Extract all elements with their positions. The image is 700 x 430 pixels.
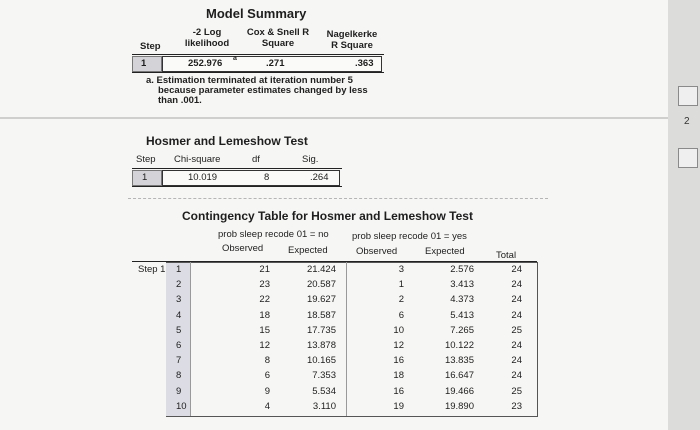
- ct-yes-observed: 16: [393, 355, 404, 366]
- side-checkbox-bottom[interactable]: [678, 148, 698, 168]
- ms-col-coxsnell-line2: Square: [261, 38, 295, 49]
- hosmer-title: Hosmer and Lemeshow Test: [146, 134, 308, 148]
- ct-yes-expected: 3.413: [450, 279, 474, 290]
- ct-total: 24: [511, 279, 522, 290]
- ct-no-expected: 20.587: [306, 279, 336, 290]
- ct-row-number: 5: [176, 325, 182, 336]
- ct-row-number: 7: [176, 355, 182, 366]
- ct-yes-observed: 1: [398, 279, 404, 290]
- table-row: [0, 368, 668, 385]
- hl-col-step: Step: [136, 154, 156, 165]
- ct-total: 24: [511, 264, 522, 275]
- ct-no-observed: 9: [264, 386, 270, 397]
- hl-bottom-rule: [132, 186, 342, 187]
- ct-no-observed: 4: [264, 401, 270, 412]
- ct-yes-observed: 3: [398, 264, 404, 275]
- ct-no-expected: 13.878: [306, 340, 336, 351]
- ms-bottom-rule: [132, 72, 384, 73]
- hl-row-step: 1: [142, 172, 148, 183]
- ct-total: 24: [511, 340, 522, 351]
- ct-yes-expected-header: Expected: [425, 246, 465, 257]
- table-row: [0, 292, 668, 309]
- ct-yes-observed: 19: [393, 401, 404, 412]
- ct-no-expected: 5.534: [312, 386, 336, 397]
- ct-yes-expected: 2.576: [450, 264, 474, 275]
- ct-total: 25: [511, 325, 522, 336]
- ct-no-observed: 21: [259, 264, 270, 275]
- ct-no-expected: 10.165: [306, 355, 336, 366]
- ms-footnote-line1: a. Estimation terminated at iteration number 5: [146, 75, 353, 86]
- contingency-title: Contingency Table for Hosmer and Lemeshow Test: [182, 209, 473, 223]
- ct-total: 24: [511, 370, 522, 381]
- ct-yes-observed: 16: [393, 386, 404, 397]
- ct-no-observed: 15: [259, 325, 270, 336]
- ms-col-coxsnell-line1: Cox & Snell R: [246, 27, 310, 38]
- hl-row-df: 8: [264, 172, 270, 183]
- hl-col-df: df: [252, 154, 260, 165]
- ms-col-nagelkerke-line1: Nagelkerke: [326, 29, 378, 40]
- ct-yes-expected: 7.265: [450, 325, 474, 336]
- ms-header-rule: [132, 54, 384, 55]
- ct-no-expected: 3.110: [312, 401, 336, 412]
- ct-yes-observed: 2: [398, 294, 404, 305]
- ct-no-observed: 12: [259, 340, 270, 351]
- ct-total: 24: [511, 310, 522, 321]
- model-summary-title: Model Summary: [206, 6, 307, 21]
- ct-row-number: 3: [176, 294, 182, 305]
- ms-row-coxsnell: .271: [266, 58, 285, 69]
- ct-yes-expected: 4.373: [450, 294, 474, 305]
- side-checkbox-top[interactable]: [678, 86, 698, 106]
- ct-yes-observed: 6: [398, 310, 404, 321]
- ct-row-number: 2: [176, 279, 182, 290]
- ms-row-nagelkerke: .363: [355, 58, 374, 69]
- ct-step-label: Step 1: [138, 264, 166, 275]
- ms-col-step: Step: [140, 41, 161, 52]
- ct-no-expected: 18.587: [306, 310, 336, 321]
- ct-yes-expected: 5.413: [450, 310, 474, 321]
- ct-yes-expected: 19.890: [444, 401, 474, 412]
- ct-row-number: 8: [176, 370, 182, 381]
- ct-no-expected: 19.627: [306, 294, 336, 305]
- hl-col-sig: Sig.: [302, 154, 319, 165]
- ct-yes-observed: 12: [393, 340, 404, 351]
- ct-yes-observed: 10: [393, 325, 404, 336]
- ct-no-expected: 7.353: [312, 370, 336, 381]
- ct-row-number: 1: [176, 264, 182, 275]
- ct-no-observed: 22: [259, 294, 270, 305]
- hl-row-chisquare: 10.019: [188, 172, 218, 183]
- section-separator: [0, 117, 668, 119]
- ms-footnote-line2: because parameter estimates changed by less: [158, 85, 368, 96]
- ct-total: 23: [511, 401, 522, 412]
- ct-no-expected: 21.424: [306, 264, 336, 275]
- hl-header-rule: [132, 168, 342, 169]
- ct-no-observed: 23: [259, 279, 270, 290]
- ct-group-no: prob sleep recode 01 = no: [218, 229, 329, 240]
- ct-no-observed: 6: [264, 370, 270, 381]
- ms-col-loglik-line2: likelihood: [184, 38, 230, 49]
- ct-no-observed: 8: [264, 355, 270, 366]
- ct-yes-expected: 10.122: [444, 340, 474, 351]
- table-row: [0, 399, 668, 416]
- ct-yes-observed: 18: [393, 370, 404, 381]
- hl-row-sig: .264: [310, 172, 329, 183]
- ct-group-yes: prob sleep recode 01 = yes: [352, 231, 467, 242]
- ct-no-expected-header: Expected: [288, 245, 328, 256]
- ct-no-observed: 18: [259, 310, 270, 321]
- ms-col-nagelkerke-line2: R Square: [331, 40, 373, 51]
- ct-row-number: 6: [176, 340, 182, 351]
- ct-row-number: 4: [176, 310, 182, 321]
- ct-row-number: 10: [176, 401, 187, 412]
- ct-total: 24: [511, 355, 522, 366]
- ct-yes-expected: 13.835: [444, 355, 474, 366]
- ct-total: 24: [511, 294, 522, 305]
- hl-col-chisquare: Chi-square: [174, 154, 221, 165]
- ct-no-observed-header: Observed: [222, 243, 264, 254]
- ms-col-loglik-line1: -2 Log: [192, 27, 222, 38]
- ct-yes-observed-header: Observed: [356, 246, 398, 257]
- side-page-number: 2: [684, 116, 690, 127]
- ct-no-expected: 17.735: [306, 325, 336, 336]
- ms-step-cell: [132, 56, 162, 72]
- ct-row-number: 9: [176, 386, 182, 397]
- ct-yes-expected: 16.647: [444, 370, 474, 381]
- contingency-frame-top: [128, 198, 548, 199]
- ct-yes-expected: 19.466: [444, 386, 474, 397]
- ms-row-step: 1: [141, 58, 147, 69]
- ms-footnote-line3: than .001.: [158, 95, 202, 106]
- ct-total: 25: [511, 386, 522, 397]
- ms-row-loglik: 252.976: [188, 58, 223, 69]
- right-panel-strip: [668, 0, 700, 430]
- ms-row-loglik-superscript: a: [233, 55, 237, 62]
- ct-total-header: Total: [496, 250, 517, 261]
